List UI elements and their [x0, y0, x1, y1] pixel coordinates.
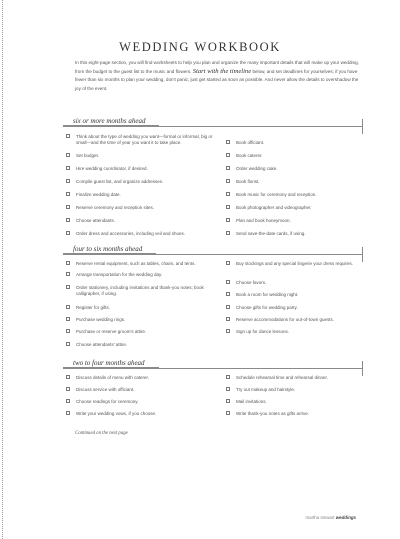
- checkbox[interactable]: [226, 329, 230, 333]
- checkbox[interactable]: [226, 205, 230, 209]
- footer-section: weddings: [335, 515, 356, 520]
- intro-emphasis: Start with the timeline: [192, 67, 252, 75]
- checkbox[interactable]: [66, 261, 70, 265]
- checkbox[interactable]: [226, 218, 230, 222]
- checkbox[interactable]: [66, 272, 70, 276]
- continued-note: Continued on the next page: [75, 431, 128, 436]
- checkbox[interactable]: [66, 134, 70, 138]
- checkbox[interactable]: [66, 192, 70, 196]
- section-header: [63, 358, 363, 369]
- checkbox[interactable]: [226, 280, 230, 284]
- checkbox[interactable]: [66, 375, 70, 379]
- checkbox[interactable]: [226, 166, 230, 170]
- checkbox[interactable]: [226, 399, 230, 403]
- section-header: [63, 244, 363, 255]
- intro-paragraph: [75, 59, 365, 93]
- checkbox[interactable]: [226, 192, 230, 196]
- checkbox[interactable]: [66, 205, 70, 209]
- section-heading: two to four months ahead: [73, 359, 145, 367]
- checkbox[interactable]: [226, 231, 230, 235]
- header-rule: [362, 361, 363, 376]
- binder-hole-edge: [2, 0, 5, 539]
- checkbox[interactable]: [66, 317, 70, 321]
- section-two-to-four-months: two to four months ahead Discuss details of menu with caterer. Discuss service with officiant. Choose readings for ceremony. Write your wedding vows, if you choose. Schedule rehearsal time and rehearsal dinner. Try out makeup and hairstyle. Mail invitations. Write thank-you notes as gifts arrive.: [63, 358, 363, 369]
- checkbox[interactable]: [226, 305, 230, 309]
- checkbox[interactable]: [66, 285, 70, 289]
- checkbox[interactable]: [226, 317, 230, 321]
- checkbox[interactable]: [66, 342, 70, 346]
- checkbox[interactable]: [66, 166, 70, 170]
- footer-brand: martha stewart: [305, 515, 335, 520]
- section-six-months: six or more months ahead Think about the type of wedding you want—formal or informal, big or small—and the time of year you want it to take place. Set budget. Hire wedding coordinator, if desired. Compile guest list, and organize addresses. Finalize wedding date. Reserve ceremony and reception sites. Choose attendants. Order dress and accessories, including veil and shoes. Book officiant. Book caterer. Order wedding cake. Book florist. Book music for ceremony and reception. Book photographer and videographer. Plan and book honeymoon. Send save-the-date cards, if using.: [63, 116, 363, 127]
- checkbox[interactable]: [226, 292, 230, 296]
- intro-text-2: below, and set deadlines for yourselves; if you have fewer than six months to plan your wedding, don't panic; just get started as soon as possible. And never allow the details to overshadow the joy of the event.: [75, 68, 359, 91]
- section-four-to-six-months: four to six months ahead Reserve rental equipment, such as tables, chairs, and tents. Arrange transportation for the wedding day. Order stationery, including invitations and thank-you notes; book calligrapher, if using. Register for gifts. Purchase wedding rings. Purchase or reserve groom's attire. Choose attendants' attire. Buy stockings and any special lingerie your dress requires. Choose favors. Book a room for wedding night. Choose gifts for wedding party. Reserve accommodations for out-of-town guests. Sign up for dance lessons.: [63, 244, 363, 255]
- checkbox[interactable]: [226, 261, 230, 265]
- header-rule: [362, 119, 363, 134]
- checkbox[interactable]: [66, 153, 70, 157]
- checkbox[interactable]: [226, 140, 230, 144]
- checkbox[interactable]: [226, 375, 230, 379]
- checkbox[interactable]: [66, 387, 70, 391]
- checkbox[interactable]: [66, 305, 70, 309]
- checkbox[interactable]: [66, 231, 70, 235]
- section-header: [63, 116, 363, 127]
- checkbox[interactable]: [226, 153, 230, 157]
- checkbox[interactable]: [226, 387, 230, 391]
- section-heading: four to six months ahead: [73, 245, 143, 253]
- page-footer: [305, 515, 356, 520]
- section-heading: six or more months ahead: [73, 117, 146, 125]
- header-rule: [362, 247, 363, 262]
- checkbox[interactable]: [66, 329, 70, 333]
- checkbox[interactable]: [66, 179, 70, 183]
- checkbox[interactable]: [226, 179, 230, 183]
- page-title: WEDDING WORKBOOK: [119, 40, 281, 54]
- checkbox[interactable]: [66, 218, 70, 222]
- checkbox[interactable]: [226, 411, 230, 415]
- checkbox[interactable]: [66, 411, 70, 415]
- checkbox[interactable]: [66, 399, 70, 403]
- intro-text: In this eight-page section, you will find worksheets to help you plan and organize the many important details that will make up your wedding, from the budget to the guest list to the music and flowers.: [75, 60, 359, 74]
